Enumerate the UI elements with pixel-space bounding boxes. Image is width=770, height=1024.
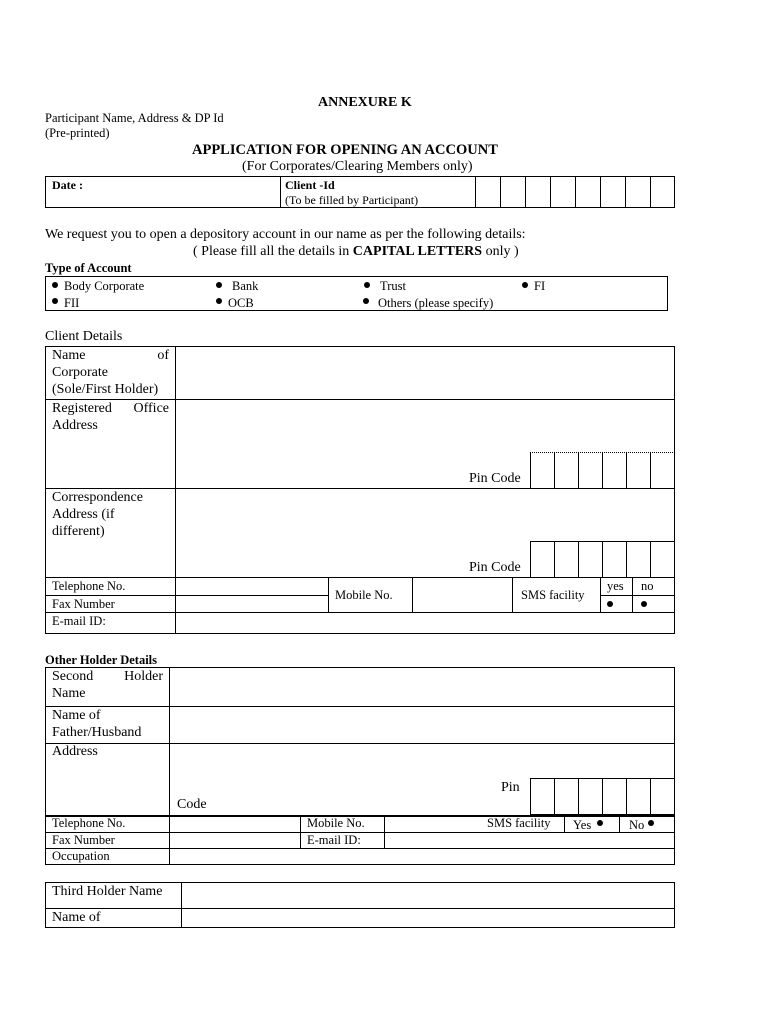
second-telephone-label: Telephone No. [52,816,126,830]
name-of-label-1 [52,349,169,363]
pin-code-label-2: Pin Code [469,560,521,575]
father-husband-label: Father/Husband [52,725,142,740]
client-id-note: (To be filled by Participant) [285,193,419,207]
page-subtitle: (For Corporates/Clearing Members only) [242,159,473,174]
sms-facility-label: SMS facility [521,588,585,602]
second-mobile-input[interactable] [385,816,483,831]
third-holder-father-input[interactable] [182,909,674,927]
address-label: Address [52,418,98,433]
sms-no-label: no [641,579,654,593]
second-holder-word: Second Holder [52,669,163,684]
third-holder-name-of-label: Name of [52,910,101,925]
sms-no-option[interactable] [641,601,647,607]
client-id-boxes[interactable] [475,176,675,208]
sole-first-holder-label: (Sole/First Holder) [52,382,159,397]
others-bullet[interactable] [363,298,369,304]
second-sms-no-option[interactable] [648,820,654,826]
bank-bullet[interactable] [216,282,222,288]
fill-suffix: only ) [482,244,519,259]
body-corporate-bullet[interactable] [52,282,58,288]
fax-label: Fax Number [52,597,115,611]
occupation-input[interactable] [170,849,674,864]
code-label: Code [177,797,207,812]
third-holder-name-input[interactable] [182,883,674,907]
occupation-label: Occupation [52,849,110,863]
trust-bullet[interactable] [364,282,370,288]
second-holder-name-input[interactable] [170,668,674,705]
telephone-input[interactable] [176,578,327,594]
second-mobile-label: Mobile No. [307,816,365,830]
second-holder-label [52,670,163,684]
trust-option[interactable]: Trust [380,279,406,293]
sms-yes-option[interactable] [607,601,613,607]
address-if-label: Address (if [52,507,115,522]
different-label: different) [52,524,105,539]
registered-office-label [52,402,169,416]
second-sms-yes-option[interactable] [597,820,603,826]
client-id-label: Client -Id [285,178,335,192]
third-holder-name-label: Third Holder Name [52,884,163,899]
capital-letters-note [193,245,519,259]
second-holder-name-word: Name [52,686,86,701]
fii-option[interactable]: FII [64,296,80,310]
sms-yes-label: yes [607,579,624,593]
second-holder-address-label: Address [52,744,98,759]
client-details-heading: Client Details [45,329,123,344]
annexure-heading: ANNEXURE K [318,95,412,110]
correspondence-label: Correspondence [52,490,143,505]
body-corporate-option[interactable]: Body Corporate [64,279,145,293]
preprinted-note: (Pre-printed) [45,126,110,140]
page-title: APPLICATION FOR OPENING AN ACCOUNT [192,142,498,158]
correspondence-address-input[interactable] [176,489,674,541]
email-label: E-mail ID: [52,614,106,628]
telephone-label: Telephone No. [52,579,126,593]
ocb-bullet[interactable] [216,298,222,304]
mobile-label: Mobile No. [335,588,393,602]
second-email-label: E-mail ID: [307,833,361,847]
corporate-name-input[interactable] [176,347,674,398]
second-sms-yes-label: Yes [573,818,592,832]
mobile-input[interactable] [413,578,511,611]
other-holder-heading: Other Holder Details [45,653,158,667]
others-option[interactable]: Others (please specify) [378,296,494,310]
pin-code-label: Pin Code [469,471,521,486]
second-sms-facility-label: SMS facility [487,816,551,830]
fax-input[interactable] [176,596,327,611]
request-text: We request you to open a depository account in our name as per the following details: [45,227,526,242]
reg-office-word: Registered Office [52,401,169,416]
second-telephone-input[interactable] [170,816,299,831]
corporate-label: Corporate [52,365,108,380]
type-of-account-heading: Type of Account [45,261,132,275]
pin-label: Pin [501,780,520,795]
date-label: Date : [52,178,83,192]
ocb-option[interactable]: OCB [228,296,254,310]
fi-bullet[interactable] [522,282,528,288]
second-sms-no-label: No [629,818,645,832]
second-fax-input[interactable] [170,833,299,847]
registered-address-input[interactable] [176,400,674,452]
fill-prefix: ( Please fill all the details in [193,244,353,259]
fii-bullet[interactable] [52,298,58,304]
bank-option[interactable]: Bank [232,279,259,293]
name-of-word: Name of [52,348,169,363]
second-fax-label: Fax Number [52,833,115,847]
email-input[interactable] [176,613,674,633]
father-name-label-1: Name of [52,708,101,723]
second-holder-address-input[interactable] [170,744,674,778]
fill-bold: CAPITAL LETTERS [352,244,483,259]
participant-info: Participant Name, Address & DP Id [45,111,224,125]
second-email-input[interactable] [385,833,674,847]
father-husband-input[interactable] [170,707,674,742]
fi-option[interactable]: FI [534,279,546,293]
